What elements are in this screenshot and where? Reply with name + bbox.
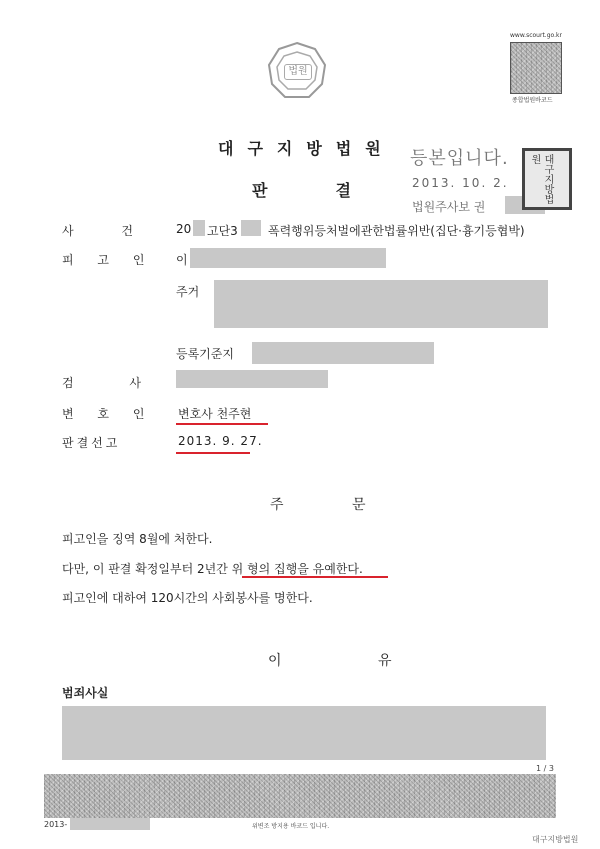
footer-court-mark: 대구지방법원 (532, 835, 579, 844)
sentencing-date: 2013. 9. 27. (178, 434, 263, 448)
attorney-label: 변 호 인 (62, 407, 155, 421)
registry-label: 등록기준지 (176, 347, 234, 361)
emblem-label: 법원 (284, 64, 312, 80)
prosecutor-label: 검 사 (62, 376, 167, 390)
defendant-label: 피 고 인 (62, 253, 155, 267)
redacted-case-number (241, 220, 261, 236)
page-number: 1 / 3 (536, 764, 554, 773)
document-type: 판결 (252, 181, 419, 200)
defendant-prefix: 이 (176, 253, 188, 267)
qr-url: www.scourt.go.kr (510, 32, 562, 39)
court-emblem (266, 40, 328, 102)
case-title: 폭력행위등처벌에관한법률위반(집단·흉기등협박) (268, 224, 525, 238)
order-heading: 주 문 (270, 497, 398, 513)
crime-facts-subheading: 범죄사실 (62, 686, 109, 700)
redacted-doc-number (70, 818, 150, 830)
redacted-crime-facts (62, 706, 546, 760)
qr-code (510, 42, 562, 94)
order-line-1: 피고인을 징역 8월에 처한다. (62, 532, 213, 546)
reason-heading: 이 유 (268, 653, 438, 669)
sentencing-label: 판결선고 (62, 436, 121, 450)
case-label: 사 건 (62, 224, 155, 238)
official-seal (522, 148, 572, 210)
redacted-address (214, 280, 548, 328)
footer-doc-prefix: 2013- (44, 820, 68, 829)
certification-date: 2013. 10. 2. (412, 176, 509, 190)
order-line-3: 피고인에 대하여 120시간의 사회봉사를 명한다. (62, 591, 313, 605)
qr-caption: 종합법원바코드 (512, 97, 553, 104)
redacted-prosecutor (176, 370, 328, 388)
case-number-prefix: 20 (176, 222, 192, 236)
redacted-registry (252, 342, 434, 364)
attorney-underline (176, 423, 268, 425)
court-name: 대구지방법원 (218, 139, 395, 158)
case-number-suffix: 고단3 (207, 224, 238, 238)
redacted-defendant-name (190, 248, 386, 268)
redacted-case-year (193, 220, 205, 236)
certified-copy-stamp: 등본입니다. (410, 148, 509, 169)
barcode-notice: 위변조 방지용 바코드 입니다. (252, 823, 330, 830)
clerk-name: 법원주사보 권 (412, 200, 486, 214)
attorney-name: 변호사 천주현 (178, 407, 252, 421)
seal-text: 대구지방법원 (529, 154, 553, 204)
sentencing-underline (176, 452, 250, 454)
anti-forgery-barcode (44, 774, 556, 818)
order-line-2-underline (242, 576, 388, 578)
address-label: 주거 (176, 285, 200, 299)
order-line-2: 다만, 이 판결 확정일부터 2년간 위 형의 집행을 유예한다. (62, 562, 363, 576)
